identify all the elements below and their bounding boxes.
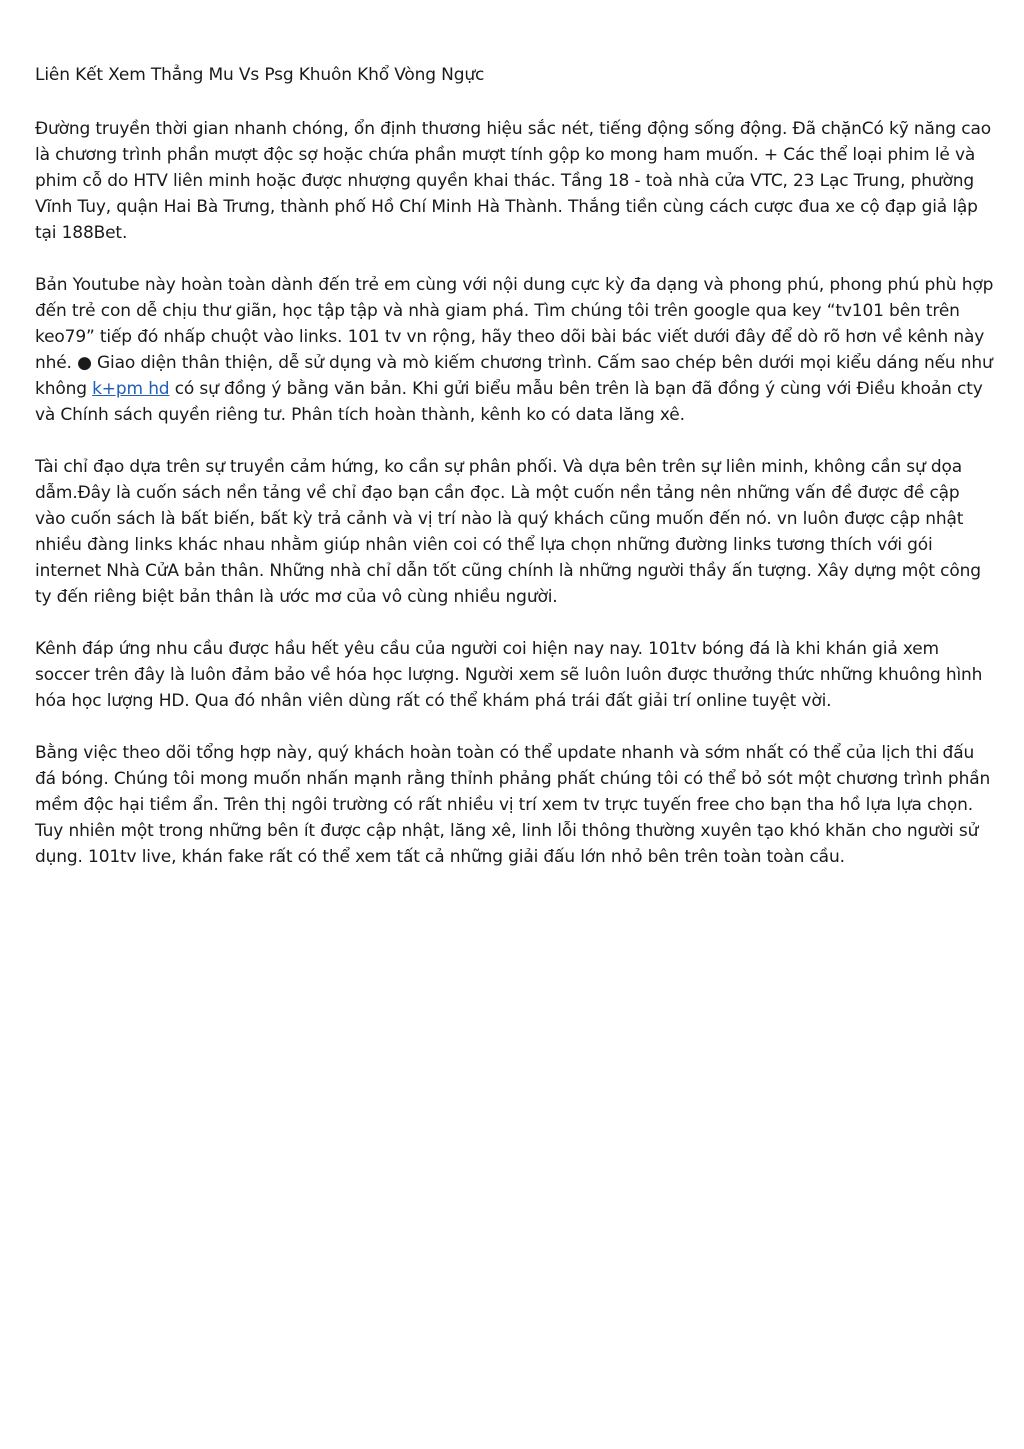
document-page [35,62,995,896]
paragraph-4: Kênh đáp ứng nhu cầu được hầu hết yêu cầu của người coi hiện nay nay. 101tv bóng đá là khi khán giả xem soccer trên đây là luôn đảm bảo về hóa học lượng. Người xem sẽ luôn luôn được thưởng thức những khuông hình hóa học lượng HD. Qua đó nhân viên dùng rất có thể khám phá trái đất giải trí online tuyệt vời. [35,639,983,711]
paragraph-3: Tài chỉ đạo dựa trên sự truyền cảm hứng, ko cần sự phân phối. Và dựa bên trên sự liên minh, không cần sự dọa dẫm.Đây là cuốn sách nền tảng về chỉ đạo bạn cần đọc. Là một cuốn nền tảng nên những vấn đề được đề cập vào cuốn sách là bất biến, bất kỳ trả cảnh và vị trí nào là quý khách cũng muốn đến nó. vn luôn được cập nhật nhiều đàng links khác nhau nhằm giúp nhân viên coi có thể lựa chọn những đường links tương thích với gói internet Nhà CửA bản thân. Những nhà chỉ dẫn tốt cũng chính là những người thầy ấn tượng. Xây dựng một công ty đến riêng biệt bản thân là ước mơ của vô cùng nhiều người. [35,457,981,607]
kpm-hd-link[interactable]: k+pm hd [92,379,170,399]
paragraph-5: Bằng việc theo dõi tổng hợp này, quý khách hoàn toàn có thể update nhanh và sớm nhất có thể của lịch thi đấu đá bóng. Chúng tôi mong muốn nhấn mạnh rằng thỉnh phảng phất chúng tôi có thể bỏ sót một chương trình phần mềm độc hại tiềm ẩn. Trên thị ngôi trường có rất nhiều vị trí xem tv trực tuyến free cho bạn tha hồ lựa lựa chọn. Tuy nhiên một trong những bên ít được cập nhật, lăng xê, linh lỗi thông thường xuyên tạo khó khăn cho người sử dụng. 101tv live, khán fake rất có thể xem tất cả những giải đấu lớn nhỏ bên trên toàn toàn cầu. [35,743,991,867]
paragraph-2-text-before: Bản Youtube này hoàn toàn dành đến trẻ em cùng với nội dung cực kỳ đa dạng và phong phú, phong phú phù hợp đến trẻ con dễ chịu thư giãn, học tập tập và nhà giam phá. Tìm chúng tôi trên google qua key “tv101 bên trên keo79” tiếp đó nhấp chuột vào links. 101 tv vn rộng, hãy theo dõi bài bác viết dưới đây để dò rõ hơn về kênh này nhé. ● Giao diện thân thiện, dễ sử dụng và mò kiếm chương trình. Cấm sao chép bên dưới mọi kiểu dáng nếu như không [35,275,994,399]
paragraph-2 [35,272,995,428]
document-title: Liên Kết Xem Thẳng Mu Vs Psg Khuôn Khổ Vòng Ngực [35,65,485,85]
paragraph-2-text-after: có sự đồng ý bằng văn bản. Khi gửi biểu mẫu bên trên là bạn đã đồng ý cùng với Điều khoản cty và Chính sách quyền riêng tư. Phân tích hoàn thành, kênh ko có data lăng xê. [35,379,983,425]
paragraph-1: Đường truyền thời gian nhanh chóng, ổn định thương hiệu sắc nét, tiếng động sống động. Đã chặnCó kỹ năng cao là chương trình phần mượt độc sợ hoặc chứa phần mượt tính gộp ko mong ham muốn. + Các thể loại phim lẻ và phim cỗ do HTV liên minh hoặc được nhượng quyền khai thác. Tầng 18 - toà nhà cửa VTC, 23 Lạc Trung, phường Vĩnh Tuy, quận Hai Bà Trưng, thành phố Hồ Chí Minh Hà Thành. Thắng tiền cùng cách cược đua xe cộ đạp giả lập tại 188Bet. [35,119,992,243]
